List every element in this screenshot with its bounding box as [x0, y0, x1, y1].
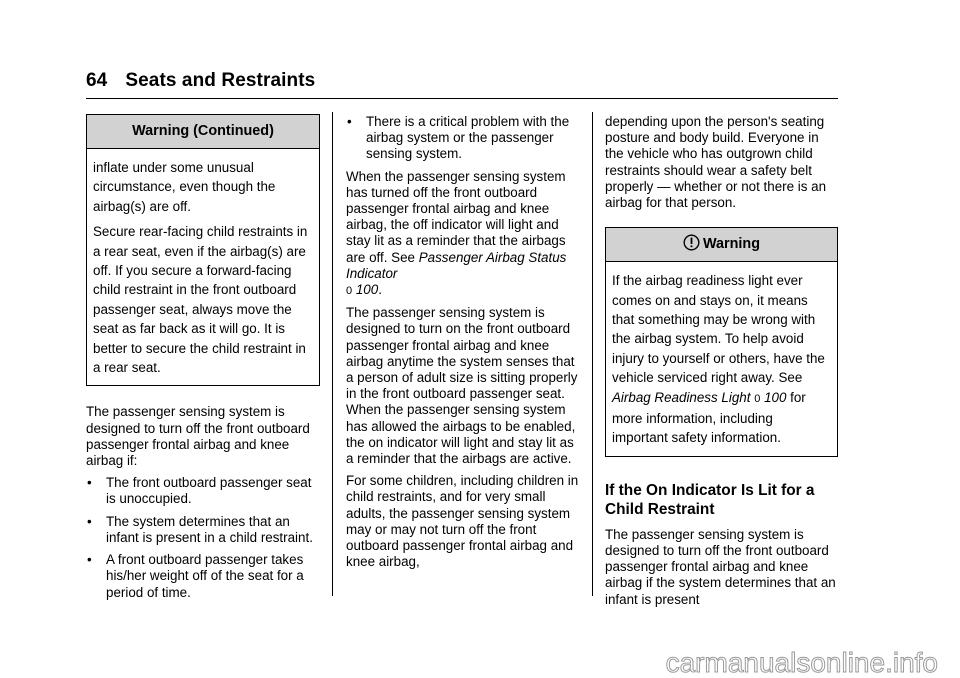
child-restraint-heading: If the On Indicator Is Lit for a Child Restraint: [605, 481, 815, 518]
page-ref-icon: 0: [346, 285, 353, 298]
on-indicator-paragraph: The passenger sensing system is designed to turn on the front outboard passenger frontal airbag and knee airbag anytime the system senses that a person of adult size is sitting properly in the front outboard passenger seat. When the passenger sensing system has allowed the airbags to be enabled, the on indicator will light and stay lit as a reminder that the airbags are active.: [346, 305, 578, 467]
posture-paragraph: depending upon the person's seating posture and body build. Everyone in the vehicle who has outgrown child restraints should wear a safety belt properly — whether or not there is an airbag for that person.: [605, 114, 827, 211]
bullet-icon: •: [87, 475, 92, 491]
bullet-text: The front outboard passenger seat is unoccupied.: [106, 475, 312, 507]
warning-continued-title: Warning (Continued): [87, 115, 319, 149]
status-indicator-link[interactable]: Passenger Airbag Status Indicator: [346, 249, 567, 281]
readiness-light-link[interactable]: Airbag Readiness Light: [612, 389, 751, 405]
child-restraint-paragraph: The passenger sensing system is designed to turn off the front outboard passenger frontal airbag and knee airbag if the system determines that an infant is present: [605, 526, 836, 607]
warning-continued-text-1: inflate under some unusual circumstance, even though the airbag(s) are off.: [93, 160, 276, 214]
bullet-text: The system determines that an infant is present in a child restraint.: [106, 513, 313, 545]
page-ref-icon: 0: [754, 392, 761, 405]
bullet-icon: •: [87, 513, 92, 529]
intro-paragraph: The passenger sensing system is designed to turn off the front outboard passenger frontal airbag and knee airbag if:: [86, 404, 310, 469]
warning-title: Warning: [702, 236, 761, 253]
warning-text-tail: for more information, including important safety information.: [612, 389, 806, 446]
off-indicator-paragraph: When the passenger sensing system has turned off the front outboard passenger frontal airbag and knee airbag, the off indicator will light and stay lit as a reminder that the airbags are off. See Passenger Airbag Status Indicator 0 100.: [346, 168, 567, 298]
warning-text-main: If the airbag readiness light ever comes on and stays on, it means that something may be wrong with the airbag system. To help avoid injury to yourself or others, have the vehicle serviced right away. See: [612, 273, 825, 386]
off-indicator-text: When the passenger sensing system has turned off the front outboard passenger frontal airbag and knee airbag, the off indicator will light and stay lit as a reminder that the airbags are off. See: [346, 168, 566, 265]
children-paragraph: For some children, including children in child restraints, and for very small adults, the passenger sensing system may or may not turn off the front outboard passenger frontal airbag and knee airbag,: [346, 473, 579, 570]
bullet-text: A front outboard passenger takes his/her weight off of the seat for a period of time.: [106, 552, 304, 600]
bullet-icon: •: [87, 552, 92, 568]
page-ref-link[interactable]: 100: [764, 389, 787, 405]
section-title: Seats and Restraints: [125, 70, 316, 91]
page-number: 64: [86, 70, 108, 91]
bullet-icon: •: [347, 114, 352, 129]
warning-continued-text-2: Secure rear-facing child restraints in a rear seat, even if the airbag(s) are off. If you secure a forward-facing child restraint in the front outboard passenger seat, always move the seat as far back as it will go. It is better to secure the child restraint in a rear seat.: [93, 224, 308, 376]
watermark-text: carmanualsonline.info: [665, 647, 938, 678]
page-ref-link[interactable]: 100: [355, 282, 379, 298]
bullet-text: There is a critical problem with the airbag system or the passenger sensing system.: [366, 114, 570, 162]
